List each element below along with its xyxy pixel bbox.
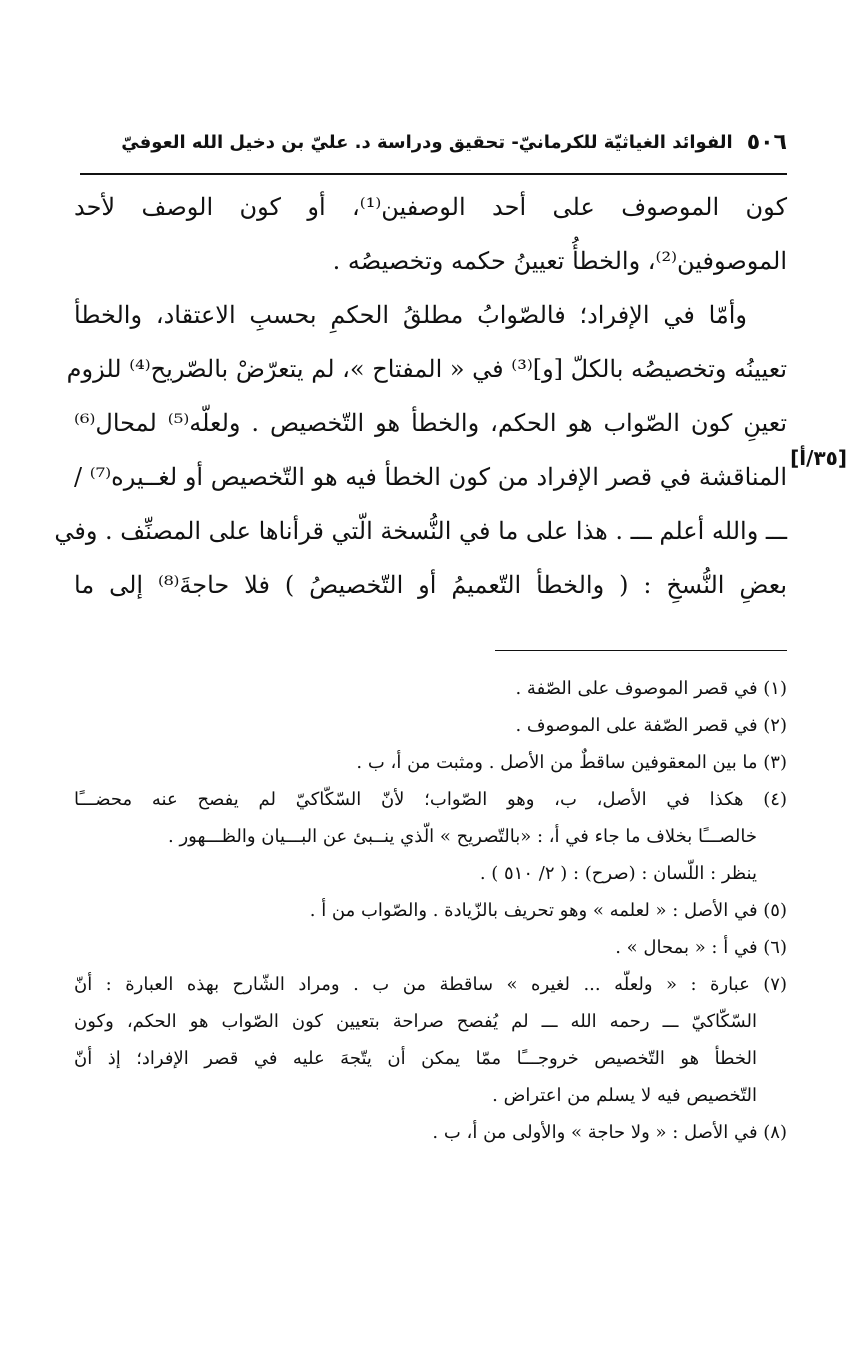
footnote: (٦) في أ : « بمحال » . (615, 937, 787, 958)
page-number: ٥٠٦ (746, 130, 787, 155)
text-line: تعيينُه وتخصيصُه بالكلّ [و]⁽³⁾ في « المفتاح »، لم يتعرّضْ بالصّريح⁽⁴⁾ للزوم (66, 355, 787, 383)
footnotes (74, 670, 787, 1151)
manuscript-folio-marker: [٣٥/أ] (790, 446, 847, 470)
footnote: (١) في قصر الموصوف على الصّفة . (515, 678, 787, 699)
footnote: (٥) في الأصل : « لعلمه » وهو تحريف بالزّيادة . والصّواب من أ . (309, 900, 787, 921)
main-text (54, 180, 788, 612)
footnote-continuation: خالصـــًا بخلاف ما جاء في أ، : «بالتّصريح » الّذي ينــبئ عن البـــيان والظـــهور . (168, 826, 757, 847)
footnote: (٤) هكذا في الأصل، ب، وهو الصّواب؛ لأنّ السّكّاكيّ لم يفصح عنه محضـــًا (74, 789, 787, 810)
footnote: (٧) عبارة : « ولعلّه ... لغيره » ساقطة من ب . ومراد الشّارح بهذه العبارة : أنّ (74, 974, 787, 995)
text-line: بعضِ النُّسخِ : ( والخطأ التّعميمُ أو التّخصيصُ ) فلا حاجةَ⁽⁸⁾ إلى ما (74, 571, 788, 599)
footnote-divider (495, 650, 787, 651)
text-line: ـــ والله أعلم ـــ . هذا على ما في النُّسخة الّتي قرأناها على المصنِّف . وفي (54, 517, 787, 545)
running-header (80, 130, 787, 155)
text-line: الموصوفين⁽²⁾، والخطأُ تعيينُ حكمه وتخصيصُه . (332, 247, 787, 275)
footnote-continuation: التّخصيص فيه لا يسلم من اعتراض . (492, 1085, 757, 1106)
text-line: تعينِ كون الصّواب هو الحكم، والخطأ هو التّخصيص . ولعلّه⁽⁵⁾ لمحال⁽⁶⁾ (74, 409, 787, 437)
footnote: (٣) ما بين المعقوفين ساقطٌ من الأصل . ومثبت من أ، ب . (356, 752, 787, 773)
text-line: كون الموصوف على أحد الوصفين⁽¹⁾، أو كون الوصف لأحد (74, 193, 787, 221)
header-divider (80, 173, 787, 175)
running-title: الفوائد الغياثيّة للكرمانيّ- تحقيق ودراسة د. عليّ بن دخيل الله العوفيّ (121, 132, 733, 153)
text-line: المناقشة في قصر الإفراد من كون الخطأ فيه هو التّخصيص أو لغــيره⁽⁷⁾ / (74, 463, 788, 491)
footnote: (٨) في الأصل : « ولا حاجة » والأولى من أ، ب . (432, 1122, 787, 1143)
footnote: (٢) في قصر الصّفة على الموصوف . (515, 715, 787, 736)
footnote-continuation: الخطأ هو التّخصيص خروجـــًا ممّا يمكن أن يتّجهَ عليه في قصر الإفراد؛ إذ أنّ (74, 1048, 757, 1069)
footnote-continuation: ينظر : اللّسان : (صرح) : ( ٢/ ٥١٠ ) . (479, 863, 757, 884)
text-line: وأمّا في الإفراد؛ فالصّوابُ مطلقُ الحكمِ بحسبِ الاعتقاد، والخطأ (74, 301, 747, 329)
footnote-continuation: السّكّاكيّ ـــ رحمه الله ـــ لم يُفصح صراحة بتعيين كون الصّواب هو الحكم، وكون (74, 1011, 757, 1032)
